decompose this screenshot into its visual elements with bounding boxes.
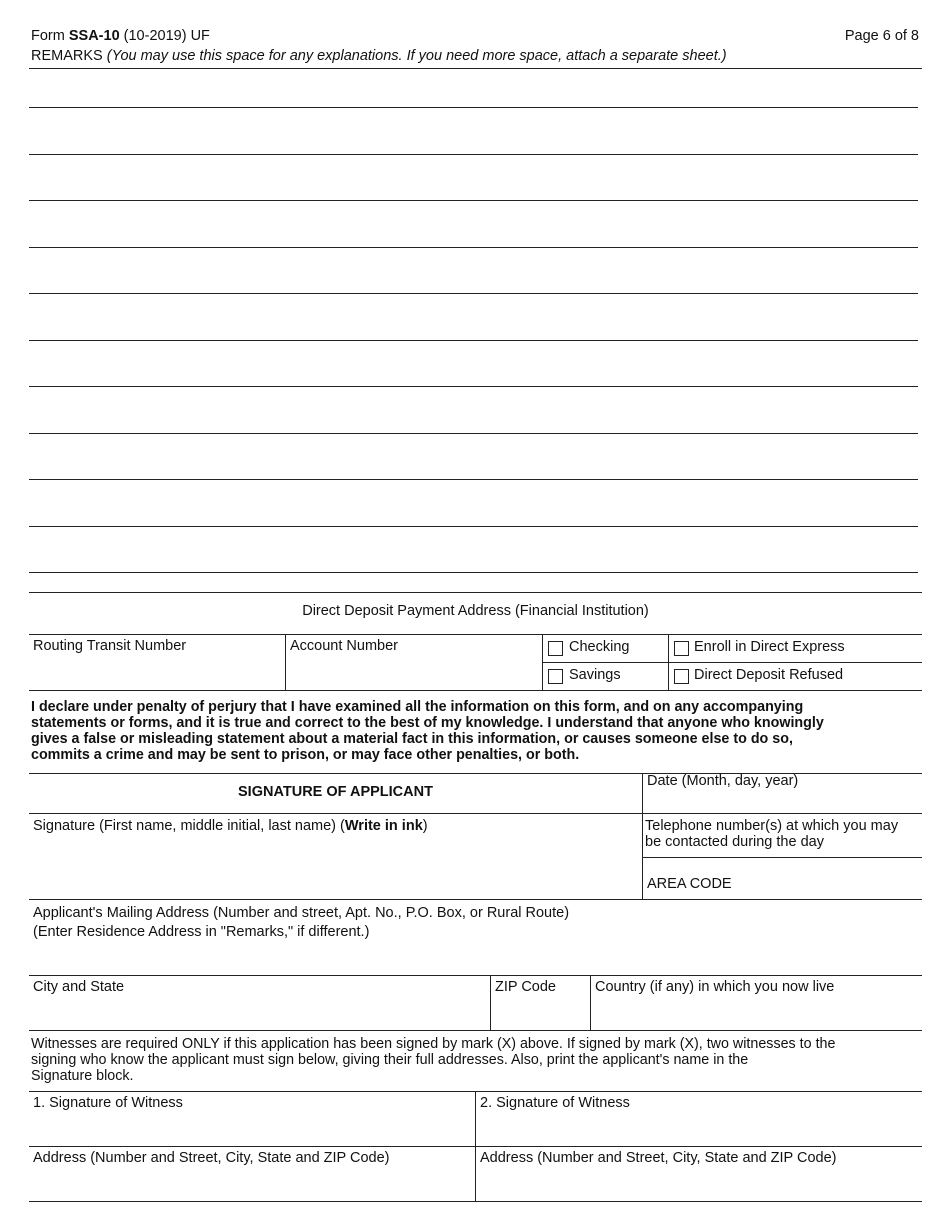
divider (490, 975, 491, 1030)
account-number-field[interactable]: Account Number (290, 638, 398, 654)
remarks-line[interactable] (29, 572, 918, 573)
deposit-refused-checkbox[interactable] (674, 669, 689, 684)
remarks-label: REMARKS (You may use this space for any explanations. If you need more space, attach a separate sheet.) (31, 48, 727, 64)
divider (642, 857, 922, 858)
remarks-line[interactable] (29, 479, 918, 480)
zip-code-field[interactable]: ZIP Code (495, 979, 556, 995)
divider (29, 899, 922, 900)
remarks-line[interactable] (29, 526, 918, 527)
witness-1-address-field[interactable]: Address (Number and Street, City, State and ZIP Code) (33, 1150, 390, 1166)
checking-checkbox[interactable] (548, 641, 563, 656)
remarks-line[interactable] (29, 200, 918, 201)
mailing-address-field[interactable]: Applicant's Mailing Address (Number and street, Apt. No., P.O. Box, or Rural Route) (Enter Residence Address in "Remarks," if different.) (33, 905, 570, 940)
divider (542, 662, 922, 663)
savings-checkbox[interactable] (548, 669, 563, 684)
direct-deposit-title: Direct Deposit Payment Address (Financial Institution) (302, 603, 649, 619)
divider (29, 1201, 922, 1202)
country-field[interactable]: Country (if any) in which you now live (595, 979, 835, 995)
city-state-field[interactable]: City and State (33, 979, 125, 995)
remarks-line[interactable] (29, 433, 918, 434)
deposit-refused-label: Direct Deposit Refused (694, 667, 844, 683)
page-number: Page 6 of 8 (844, 28, 919, 44)
witness-2-address-field[interactable]: Address (Number and Street, City, State and ZIP Code) (480, 1150, 837, 1166)
remarks-top-rule (29, 68, 922, 69)
remarks-line[interactable] (29, 247, 918, 248)
remarks-line[interactable] (29, 293, 918, 294)
applicant-signature-field[interactable]: Signature (First name, middle initial, last name) (Write in ink) (33, 818, 428, 834)
telephone-field[interactable]: Telephone number(s) at which you may be contacted during the day (645, 818, 899, 850)
remarks-line[interactable] (29, 340, 918, 341)
divider (29, 1030, 922, 1031)
divider (29, 690, 922, 691)
witness-1-signature-field[interactable]: 1. Signature of Witness (33, 1095, 183, 1111)
direct-deposit-top-rule (29, 592, 922, 593)
divider (285, 634, 286, 690)
perjury-declaration: I declare under penalty of perjury that I have examined all the information on this form, and on any accompanying statements or forms, and it is true and correct to the best of my knowledge. I understand that anyone who knowingly gives a false or misleading statement about a material fact in this information, or causes someone else to do so, commits a crime and may be sent to prison, or may face other penalties, or both. (31, 699, 824, 763)
direct-express-checkbox[interactable] (674, 641, 689, 656)
signature-heading: SIGNATURE OF APPLICANT (238, 784, 433, 800)
divider (29, 813, 922, 814)
area-code-field[interactable]: AREA CODE (647, 876, 732, 892)
savings-label: Savings (569, 667, 621, 683)
routing-number-field[interactable]: Routing Transit Number (33, 638, 187, 654)
remarks-line[interactable] (29, 386, 918, 387)
checking-label: Checking (569, 639, 630, 655)
witness-instructions: Witnesses are required ONLY if this application has been signed by mark (X) above. If signed by mark (X), two witnesses to the signing who know the applicant must sign below, giving their full addresses. Also, print the applicant's name in the Signature block. (31, 1036, 836, 1084)
divider (29, 975, 922, 976)
divider (29, 1146, 922, 1147)
remarks-line[interactable] (29, 107, 918, 108)
witness-2-signature-field[interactable]: 2. Signature of Witness (480, 1095, 630, 1111)
divider (590, 975, 591, 1030)
date-field[interactable]: Date (Month, day, year) (647, 773, 799, 789)
divider (642, 773, 643, 899)
direct-express-label: Enroll in Direct Express (694, 639, 845, 655)
form-identifier: Form SSA-10 (10-2019) UF (31, 28, 210, 44)
direct-deposit-row-rule (29, 634, 922, 635)
remarks-line[interactable] (29, 154, 918, 155)
